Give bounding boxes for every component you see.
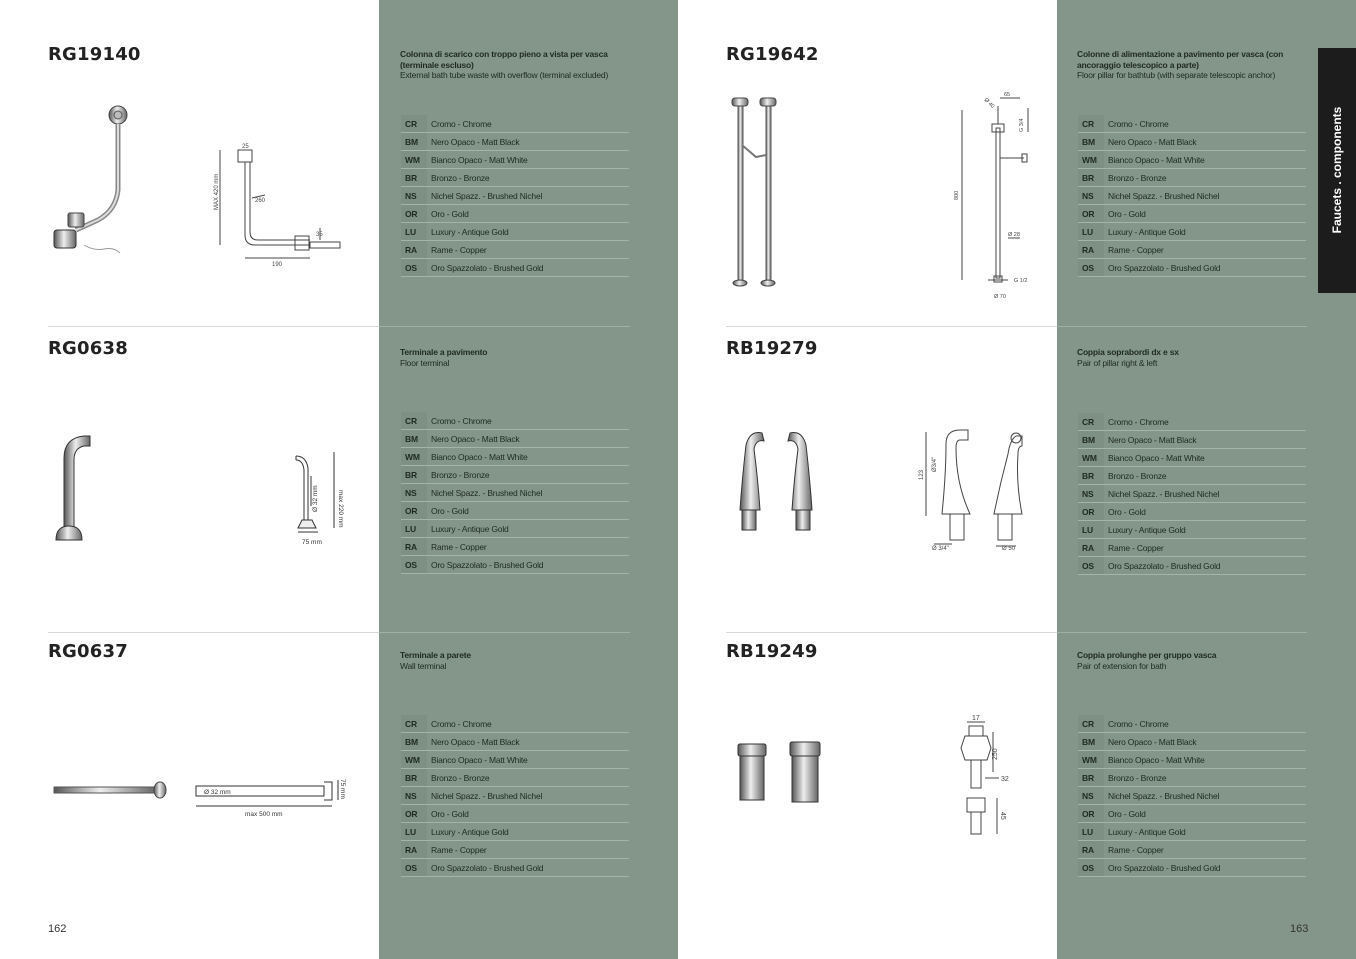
- description-english: Pair of pillar right & left: [1077, 357, 1158, 368]
- finish-name: Nichel Spazz. - Brushed Nichel: [1108, 190, 1220, 201]
- finish-code: RA: [1078, 539, 1104, 556]
- finish-code: BM: [401, 430, 427, 447]
- finish-name: Rame - Copper: [1108, 244, 1164, 255]
- finish-row: [1078, 133, 1306, 151]
- finish-row: [1078, 715, 1306, 733]
- description-italian: Coppia soprabordi dx e sx: [1077, 347, 1179, 357]
- description-italian: Terminale a parete: [400, 650, 471, 660]
- finish-name: Bronzo - Bronze: [431, 172, 490, 183]
- finish-code: OR: [401, 205, 427, 222]
- finish-code: BM: [1078, 133, 1104, 150]
- finish-code: CR: [1078, 413, 1104, 430]
- finish-code: OS: [1078, 557, 1104, 574]
- dimension-thread-top: Ø3/4": [932, 456, 938, 472]
- page-number: 162: [48, 923, 67, 935]
- finish-code: LU: [401, 520, 427, 537]
- finish-name: Bronzo - Bronze: [1108, 172, 1167, 183]
- finish-code: OR: [401, 805, 427, 822]
- finish-row: [401, 241, 629, 259]
- finish-table: [401, 115, 629, 277]
- finish-name: Rame - Copper: [431, 244, 487, 255]
- finish-code: OR: [1078, 205, 1104, 222]
- description-italian: Colonne di alimentazione a pavimento per vasca (con ancoraggio telescopico a parte): [1077, 49, 1284, 70]
- finish-name: Nichel Spazz. - Brushed Nichel: [431, 790, 543, 801]
- finish-row: [401, 556, 629, 574]
- finish-row: [401, 484, 629, 502]
- finish-code: OS: [1078, 259, 1104, 276]
- description-english: Pair of extension for bath: [1077, 660, 1167, 671]
- finish-row: [1078, 259, 1306, 277]
- finish-name: Cromo - Chrome: [1108, 416, 1169, 427]
- dimension-side: 35: [316, 232, 323, 238]
- finish-code: OS: [1078, 859, 1104, 876]
- finish-row: [1078, 169, 1306, 187]
- floor-terminal-drawing: [292, 446, 352, 550]
- finish-row: [1078, 151, 1306, 169]
- floor-pillar-drawing: [950, 88, 1040, 303]
- description-italian: Terminale a pavimento: [400, 347, 488, 357]
- finish-table: [1078, 115, 1306, 277]
- finish-code: BR: [1078, 169, 1104, 186]
- finish-row: [1078, 187, 1306, 205]
- dimension-height: 250: [992, 748, 999, 760]
- finish-name: Cromo - Chrome: [1108, 118, 1169, 129]
- finish-table: [1078, 715, 1306, 877]
- finish-name: Nero Opaco - Matt Black: [1108, 434, 1197, 445]
- dimension-width: 32: [1001, 776, 1009, 783]
- finish-row: [401, 502, 629, 520]
- description-italian: Coppia prolunghe per gruppo vasca: [1077, 650, 1217, 660]
- section-divider: [379, 326, 630, 327]
- finish-code: BM: [1078, 431, 1104, 448]
- finish-code: NS: [401, 787, 427, 804]
- finish-code: OR: [401, 502, 427, 519]
- finish-code: LU: [401, 823, 427, 840]
- finish-code: BR: [401, 769, 427, 786]
- finish-code: BM: [401, 133, 427, 150]
- finish-name: Nero Opaco - Matt Black: [431, 136, 520, 147]
- finish-code: NS: [401, 187, 427, 204]
- finish-code: RA: [1078, 241, 1104, 258]
- finish-row: [1078, 859, 1306, 877]
- dimension-top-b: 65: [1004, 92, 1011, 98]
- dimension-height: MAX 420 mm: [214, 173, 220, 210]
- finish-code: BR: [1078, 467, 1104, 484]
- finish-name: Nero Opaco - Matt Black: [431, 433, 520, 444]
- dimension-top: 25: [242, 144, 249, 150]
- finish-code: CR: [401, 412, 427, 429]
- finish-table: [1078, 413, 1306, 575]
- finish-code: OS: [401, 259, 427, 276]
- dimension-top-c: G 3/4: [1019, 118, 1025, 132]
- finish-code: NS: [1078, 787, 1104, 804]
- dimension-base: Ø 50: [1002, 546, 1016, 552]
- finish-row: [1078, 449, 1306, 467]
- finish-row: [1078, 787, 1306, 805]
- finish-row: [1078, 823, 1306, 841]
- finish-row: [1078, 841, 1306, 859]
- finish-code: RA: [401, 538, 427, 555]
- finish-name: Cromo - Chrome: [431, 415, 492, 426]
- finish-code: LU: [1078, 823, 1104, 840]
- finish-name: Rame - Copper: [431, 844, 487, 855]
- dimension-thread-bottom: Ø 3/4": [932, 546, 949, 552]
- finish-code: OR: [1078, 503, 1104, 520]
- product-description: [400, 347, 640, 368]
- finish-row: [1078, 241, 1306, 259]
- finish-code: BM: [1078, 733, 1104, 750]
- finish-name: Bianco Opaco - Matt White: [431, 754, 528, 765]
- dimension-bottom: 45: [999, 812, 1006, 820]
- finish-row: [1078, 413, 1306, 431]
- product-description: [1077, 650, 1317, 671]
- finish-code: WM: [401, 151, 427, 168]
- finish-table: [401, 715, 629, 877]
- dimension-radius: 260: [255, 198, 266, 204]
- dimension-top-a: Ø 40: [982, 97, 996, 110]
- finish-code: WM: [1078, 449, 1104, 466]
- finish-row: [1078, 557, 1306, 575]
- pillar-pair-photo: [732, 425, 822, 535]
- product-code: RG19140: [48, 44, 141, 65]
- section-tab-label: Faucets . components: [1330, 106, 1344, 234]
- section-divider: [726, 632, 1057, 633]
- pillar-pair-drawing: [912, 424, 1032, 554]
- finish-code: BR: [1078, 769, 1104, 786]
- finish-row: [1078, 805, 1306, 823]
- dimension-height: max 220 mm: [337, 490, 344, 528]
- finish-name: Rame - Copper: [431, 541, 487, 552]
- extension-pair-photo: [734, 738, 830, 808]
- section-divider: [726, 326, 1057, 327]
- finish-row: [401, 751, 629, 769]
- finish-row: [1078, 205, 1306, 223]
- finish-code: CR: [1078, 715, 1104, 732]
- finish-row: [1078, 521, 1306, 539]
- dimension-width: 190: [272, 262, 283, 268]
- product-code: RB19249: [726, 641, 818, 662]
- finish-name: Bronzo - Bronze: [431, 772, 490, 783]
- section-divider: [1057, 632, 1307, 633]
- finish-row: [401, 538, 629, 556]
- description-italian: Colonna di scarico con troppo pieno a vista per vasca (terminale escluso): [400, 49, 608, 70]
- finish-row: [401, 841, 629, 859]
- finish-name: Bianco Opaco - Matt White: [1108, 154, 1205, 165]
- finish-name: Nichel Spazz. - Brushed Nichel: [431, 190, 543, 201]
- description-english: Floor pillar for bathtub (with separate telescopic anchor): [1077, 70, 1276, 80]
- finish-code: BR: [401, 169, 427, 186]
- wall-terminal-drawing: [190, 774, 350, 822]
- finish-name: Oro - Gold: [431, 208, 469, 219]
- finish-row: [401, 520, 629, 538]
- finish-row: [1078, 485, 1306, 503]
- product-code: RG19642: [726, 44, 819, 65]
- finish-row: [401, 805, 629, 823]
- finish-code: WM: [1078, 151, 1104, 168]
- finish-name: Cromo - Chrome: [431, 718, 492, 729]
- finish-row: [401, 151, 629, 169]
- finish-name: Bianco Opaco - Matt White: [1108, 754, 1205, 765]
- finish-code: WM: [1078, 751, 1104, 768]
- finish-name: Nero Opaco - Matt Black: [1108, 736, 1197, 747]
- section-divider: [48, 326, 379, 327]
- description-english: Floor terminal: [400, 357, 450, 368]
- finish-code: WM: [401, 448, 427, 465]
- product-code: RG0638: [48, 338, 128, 359]
- finish-code: OS: [401, 859, 427, 876]
- finish-row: [1078, 539, 1306, 557]
- finish-code: RA: [1078, 841, 1104, 858]
- finish-code: CR: [1078, 115, 1104, 132]
- finish-name: Nichel Spazz. - Brushed Nichel: [1108, 790, 1220, 801]
- finish-row: [401, 787, 629, 805]
- finish-name: Oro Spazzolato - Brushed Gold: [1108, 262, 1221, 273]
- finish-name: Bianco Opaco - Matt White: [431, 154, 528, 165]
- section-divider: [48, 632, 379, 633]
- finish-name: Oro - Gold: [1108, 808, 1146, 819]
- finish-name: Bronzo - Bronze: [1108, 470, 1167, 481]
- finish-row: [1078, 467, 1306, 485]
- finish-code: RA: [401, 841, 427, 858]
- finish-name: Rame - Copper: [1108, 542, 1164, 553]
- finish-row: [401, 205, 629, 223]
- finish-table: [401, 412, 629, 574]
- floor-terminal-photo: [48, 428, 98, 543]
- finish-code: WM: [401, 751, 427, 768]
- finish-name: Bronzo - Bronze: [431, 469, 490, 480]
- finish-name: Luxury - Antique Gold: [431, 826, 509, 837]
- finish-row: [1078, 769, 1306, 787]
- section-divider: [1057, 326, 1307, 327]
- dimension-thread: G 1/2: [1014, 278, 1028, 284]
- finish-name: Oro Spazzolato - Brushed Gold: [431, 862, 544, 873]
- dimension-diameter: Ø 32 mm: [312, 485, 319, 512]
- page-number: 163: [1290, 923, 1309, 935]
- finish-name: Oro Spazzolato - Brushed Gold: [431, 559, 544, 570]
- dimension-base: Ø 70: [994, 294, 1006, 300]
- dimension-diameter: Ø 32 mm: [204, 789, 231, 796]
- product-description: [400, 650, 640, 671]
- finish-code: BM: [401, 733, 427, 750]
- finish-code: NS: [1078, 485, 1104, 502]
- finish-row: [401, 733, 629, 751]
- finish-row: [401, 769, 629, 787]
- finish-name: Oro - Gold: [1108, 506, 1146, 517]
- description-english: External bath tube waste with overflow (terminal excluded): [400, 70, 609, 80]
- finish-row: [1078, 503, 1306, 521]
- finish-code: CR: [401, 715, 427, 732]
- dimension-height: 800: [954, 190, 960, 200]
- section-tab: [1318, 48, 1356, 293]
- finish-name: Oro Spazzolato - Brushed Gold: [1108, 560, 1221, 571]
- product-description: [1077, 49, 1317, 81]
- description-english: Wall terminal: [400, 660, 447, 671]
- extension-pair-drawing: [945, 712, 1035, 842]
- finish-name: Oro - Gold: [431, 505, 469, 516]
- finish-name: Oro Spazzolato - Brushed Gold: [431, 262, 544, 273]
- finish-name: Bianco Opaco - Matt White: [431, 451, 528, 462]
- finish-row: [401, 823, 629, 841]
- finish-code: BR: [401, 466, 427, 483]
- finish-row: [1078, 751, 1306, 769]
- finish-name: Nero Opaco - Matt Black: [431, 736, 520, 747]
- finish-name: Bianco Opaco - Matt White: [1108, 452, 1205, 463]
- finish-row: [401, 259, 629, 277]
- finish-row: [401, 187, 629, 205]
- finish-row: [401, 859, 629, 877]
- product-code: RG0637: [48, 641, 128, 662]
- finish-code: OR: [1078, 805, 1104, 822]
- bath-waste-drawing: [210, 140, 355, 270]
- finish-name: Luxury - Antique Gold: [1108, 524, 1186, 535]
- finish-row: [1078, 115, 1306, 133]
- bath-waste-photo: [48, 95, 148, 265]
- finish-row: [1078, 733, 1306, 751]
- product-description: [400, 49, 640, 81]
- finish-name: Nichel Spazz. - Brushed Nichel: [1108, 488, 1220, 499]
- finish-code: NS: [401, 484, 427, 501]
- finish-name: Cromo - Chrome: [1108, 718, 1169, 729]
- section-divider: [379, 632, 630, 633]
- finish-code: RA: [401, 241, 427, 258]
- finish-name: Luxury - Antique Gold: [1108, 226, 1186, 237]
- finish-code: LU: [401, 223, 427, 240]
- finish-name: Nichel Spazz. - Brushed Nichel: [431, 487, 543, 498]
- finish-row: [401, 448, 629, 466]
- finish-name: Nero Opaco - Matt Black: [1108, 136, 1197, 147]
- finish-name: Oro - Gold: [431, 808, 469, 819]
- finish-code: OS: [401, 556, 427, 573]
- finish-name: Cromo - Chrome: [431, 118, 492, 129]
- finish-name: Bronzo - Bronze: [1108, 772, 1167, 783]
- finish-row: [401, 115, 629, 133]
- finish-row: [401, 169, 629, 187]
- finish-name: Luxury - Antique Gold: [1108, 826, 1186, 837]
- finish-row: [401, 715, 629, 733]
- finish-code: NS: [1078, 187, 1104, 204]
- finish-name: Oro - Gold: [1108, 208, 1146, 219]
- finish-name: Luxury - Antique Gold: [431, 523, 509, 534]
- dimension-height: 123: [919, 469, 925, 480]
- finish-row: [401, 466, 629, 484]
- wall-terminal-photo: [52, 780, 172, 800]
- finish-row: [401, 430, 629, 448]
- floor-pillar-photo: [728, 95, 788, 290]
- product-description: [1077, 347, 1317, 368]
- finish-code: LU: [1078, 521, 1104, 538]
- dimension-top: 17: [972, 715, 980, 722]
- finish-row: [1078, 431, 1306, 449]
- dimension-height: 75 mm: [339, 779, 346, 799]
- finish-name: Oro Spazzolato - Brushed Gold: [1108, 862, 1221, 873]
- dimension-base: 75 mm: [302, 539, 322, 546]
- finish-row: [401, 223, 629, 241]
- product-code: RB19279: [726, 338, 818, 359]
- dimension-length: max 500 mm: [245, 811, 283, 818]
- dimension-diameter: Ø 28: [1008, 232, 1020, 238]
- finish-row: [401, 133, 629, 151]
- finish-code: LU: [1078, 223, 1104, 240]
- finish-row: [401, 412, 629, 430]
- finish-name: Rame - Copper: [1108, 844, 1164, 855]
- finish-name: Luxury - Antique Gold: [431, 226, 509, 237]
- finish-code: CR: [401, 115, 427, 132]
- finish-row: [1078, 223, 1306, 241]
